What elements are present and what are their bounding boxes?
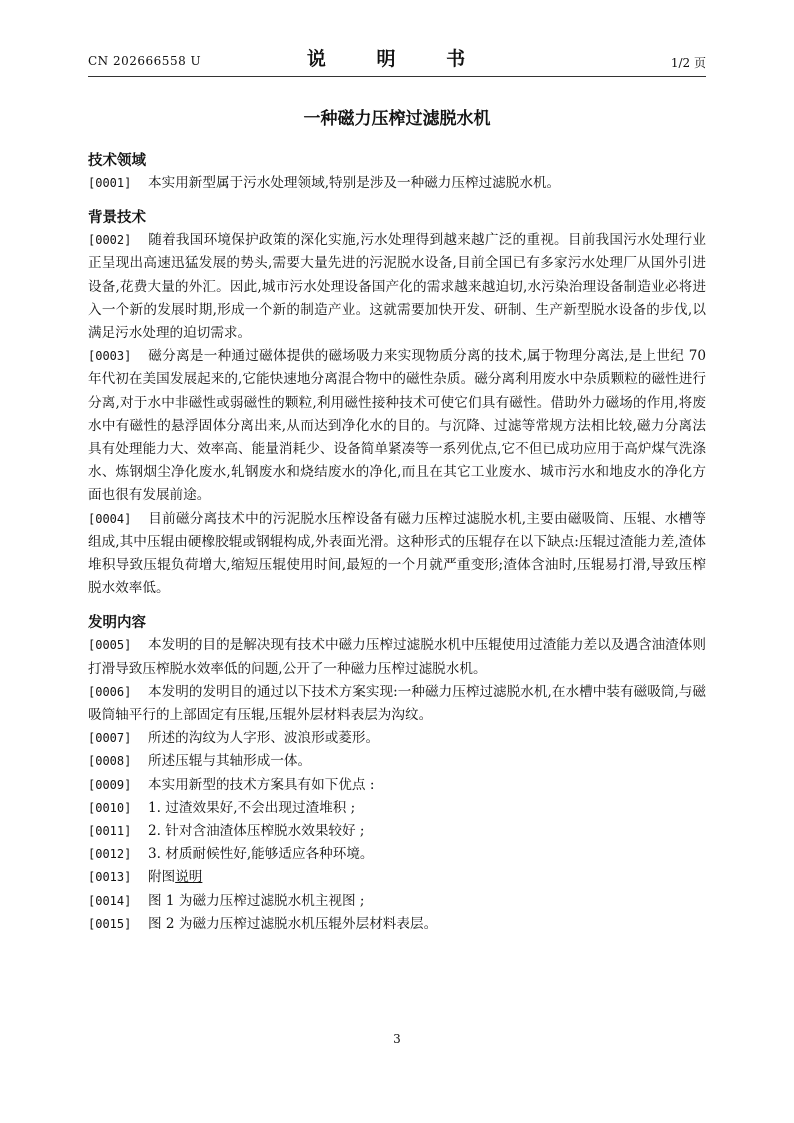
paragraph-number: [0002]: [88, 233, 132, 248]
paragraph-number: [0010]: [88, 800, 132, 815]
section-heading-tech-field: 技术领域: [88, 153, 146, 169]
document-body: [88, 150, 706, 936]
paragraph: [88, 172, 706, 195]
paragraph: [88, 774, 706, 797]
paragraph-number: [0008]: [88, 754, 132, 769]
document-type: 说 明 书: [306, 48, 488, 70]
page-header: [88, 44, 706, 74]
header-divider: [88, 76, 706, 77]
page-number: 3: [393, 1032, 401, 1046]
paragraph: [88, 727, 706, 750]
paragraph-number: [0004]: [88, 511, 132, 526]
paragraph: [88, 913, 706, 936]
paragraph-number: [0007]: [88, 731, 132, 746]
paragraph: [88, 890, 706, 913]
paragraph: [88, 866, 706, 889]
paragraph: [88, 750, 706, 773]
paragraph-text: 目前磁分离技术中的污泥脱水压榨设备有磁力压榨过滤脱水机,主要由磁吸筒、压辊、水槽等组成,其中压辊由硬橡胶辊或钢辊构成,外表面光滑。这种形式的压辊存在以下缺点:压辊过渣能力差,渣体堆积导致压辊负荷增大,缩短压辊使用时间,最短的一个月就严重变形;渣体含油时,压辊易打滑,导致压榨脱水效率低。: [88, 510, 706, 597]
paragraph-text: 所述的沟纹为人字形、波浪形或菱形。: [148, 730, 380, 747]
paragraph: [88, 843, 706, 866]
paragraph-number: [0011]: [88, 824, 132, 839]
paragraph-text: 3. 材质耐候性好,能够适应各种环境。: [148, 846, 374, 863]
paragraph-text: 图 1 为磁力压榨过滤脱水机主视图 ;: [148, 892, 365, 909]
paragraph-number: [0014]: [88, 893, 132, 908]
paragraph-text: 本发明的目的是解决现有技术中磁力压榨过滤脱水机中压辊使用过渣能力差以及遇含油渣体则打滑导致压榨脱水效率低的问题,公开了一种磁力压榨过滤脱水机。: [88, 637, 706, 677]
paragraph-text: 所述压辊与其轴形成一体。: [148, 753, 312, 770]
section-heading-background: 背景技术: [88, 210, 146, 227]
paragraph-text: 本实用新型的技术方案具有如下优点 :: [148, 776, 375, 793]
page-info: 1/2 页: [670, 56, 706, 70]
paragraph-number: [0003]: [88, 349, 132, 364]
paragraph-text: 本实用新型属于污水处理领域,特别是涉及一种磁力压榨过滤脱水机。: [148, 175, 561, 191]
paragraph-number: [0015]: [88, 916, 132, 931]
paragraph-text: 2. 针对含油渣体压榨脱水效果较好 ;: [148, 823, 365, 840]
paragraph: [88, 681, 706, 727]
section-heading-invention: 发明内容: [88, 615, 146, 632]
paragraph-number: [0009]: [88, 777, 132, 792]
paragraph-text-prefix: 附图: [148, 869, 176, 886]
paragraph-number: [0001]: [88, 176, 132, 190]
paragraph-text: 随着我国环境保护政策的深化实施,污水处理得到越来越广泛的重视。目前我国污水处理行业正呈现出高速迅猛发展的势头,需要大量先进的污泥脱水设备,目前全国已有多家污水处理厂从国外引进设备,花费大量的外汇。因此,城市污水处理设备国产化的需求越来越迫切,水污染治理设备制造业必将进入一个新的发展时期,形成一个新的制造产业。这就需要加快开发、研制、生产新型脱水设备的步伐,以满足污水处理的迫切需求。: [88, 232, 706, 342]
paragraph: [88, 797, 706, 820]
paragraph: [88, 345, 706, 507]
paragraph-text-underlined: 说明: [175, 869, 203, 886]
paragraph-number: [0006]: [88, 684, 132, 699]
paragraph: [88, 508, 706, 601]
paragraph-number: [0012]: [88, 847, 132, 862]
paragraph-text: 本发明的发明目的通过以下技术方案实现:一种磁力压榨过滤脱水机,在水槽中装有磁吸筒,与磁吸筒轴平行的上部固定有压辊,压辊外层材料表层为沟纹。: [88, 683, 706, 724]
paragraph: [88, 634, 706, 680]
paragraph-text: 1. 过渣效果好,不会出现过渣堆积 ;: [148, 799, 356, 816]
document-title: 一种磁力压榨过滤脱水机: [303, 109, 491, 129]
paragraph-number: [0005]: [88, 638, 132, 653]
paragraph: [88, 229, 706, 345]
document-number: CN 202666558 U: [88, 54, 202, 68]
paragraph: [88, 820, 706, 843]
paragraph-text: 图 2 为磁力压榨过滤脱水机压辊外层材料表层。: [148, 915, 438, 932]
paragraph-number: [0013]: [88, 870, 132, 885]
paragraph-text: 磁分离是一种通过磁体提供的磁场吸力来实现物质分离的技术,属于物理分离法,是上世纪 70 年代初在美国发展起来的,它能快速地分离混合物中的磁性杂质。磁分离利用废水中杂质颗粒的磁性进行分离,对于水中非磁性或弱磁性的颗粒,利用磁性接种技术可使它们具有磁性。借助外力磁场的作用,将废水中有磁性的悬浮固体分离出来,从而达到净化水的目的。与沉降、过滤等常规方法相比较,磁力分离法具有处理能力大、效率高、能量消耗少、设备简单紧凑等一系列优点,它不但已成功应用于高炉煤气洗涤水、炼钢烟尘净化废水,轧钢废水和烧结废水的净化,而且在其它工业废水、城市污水和地皮水的净化方面也很有发展前途。: [88, 348, 706, 504]
